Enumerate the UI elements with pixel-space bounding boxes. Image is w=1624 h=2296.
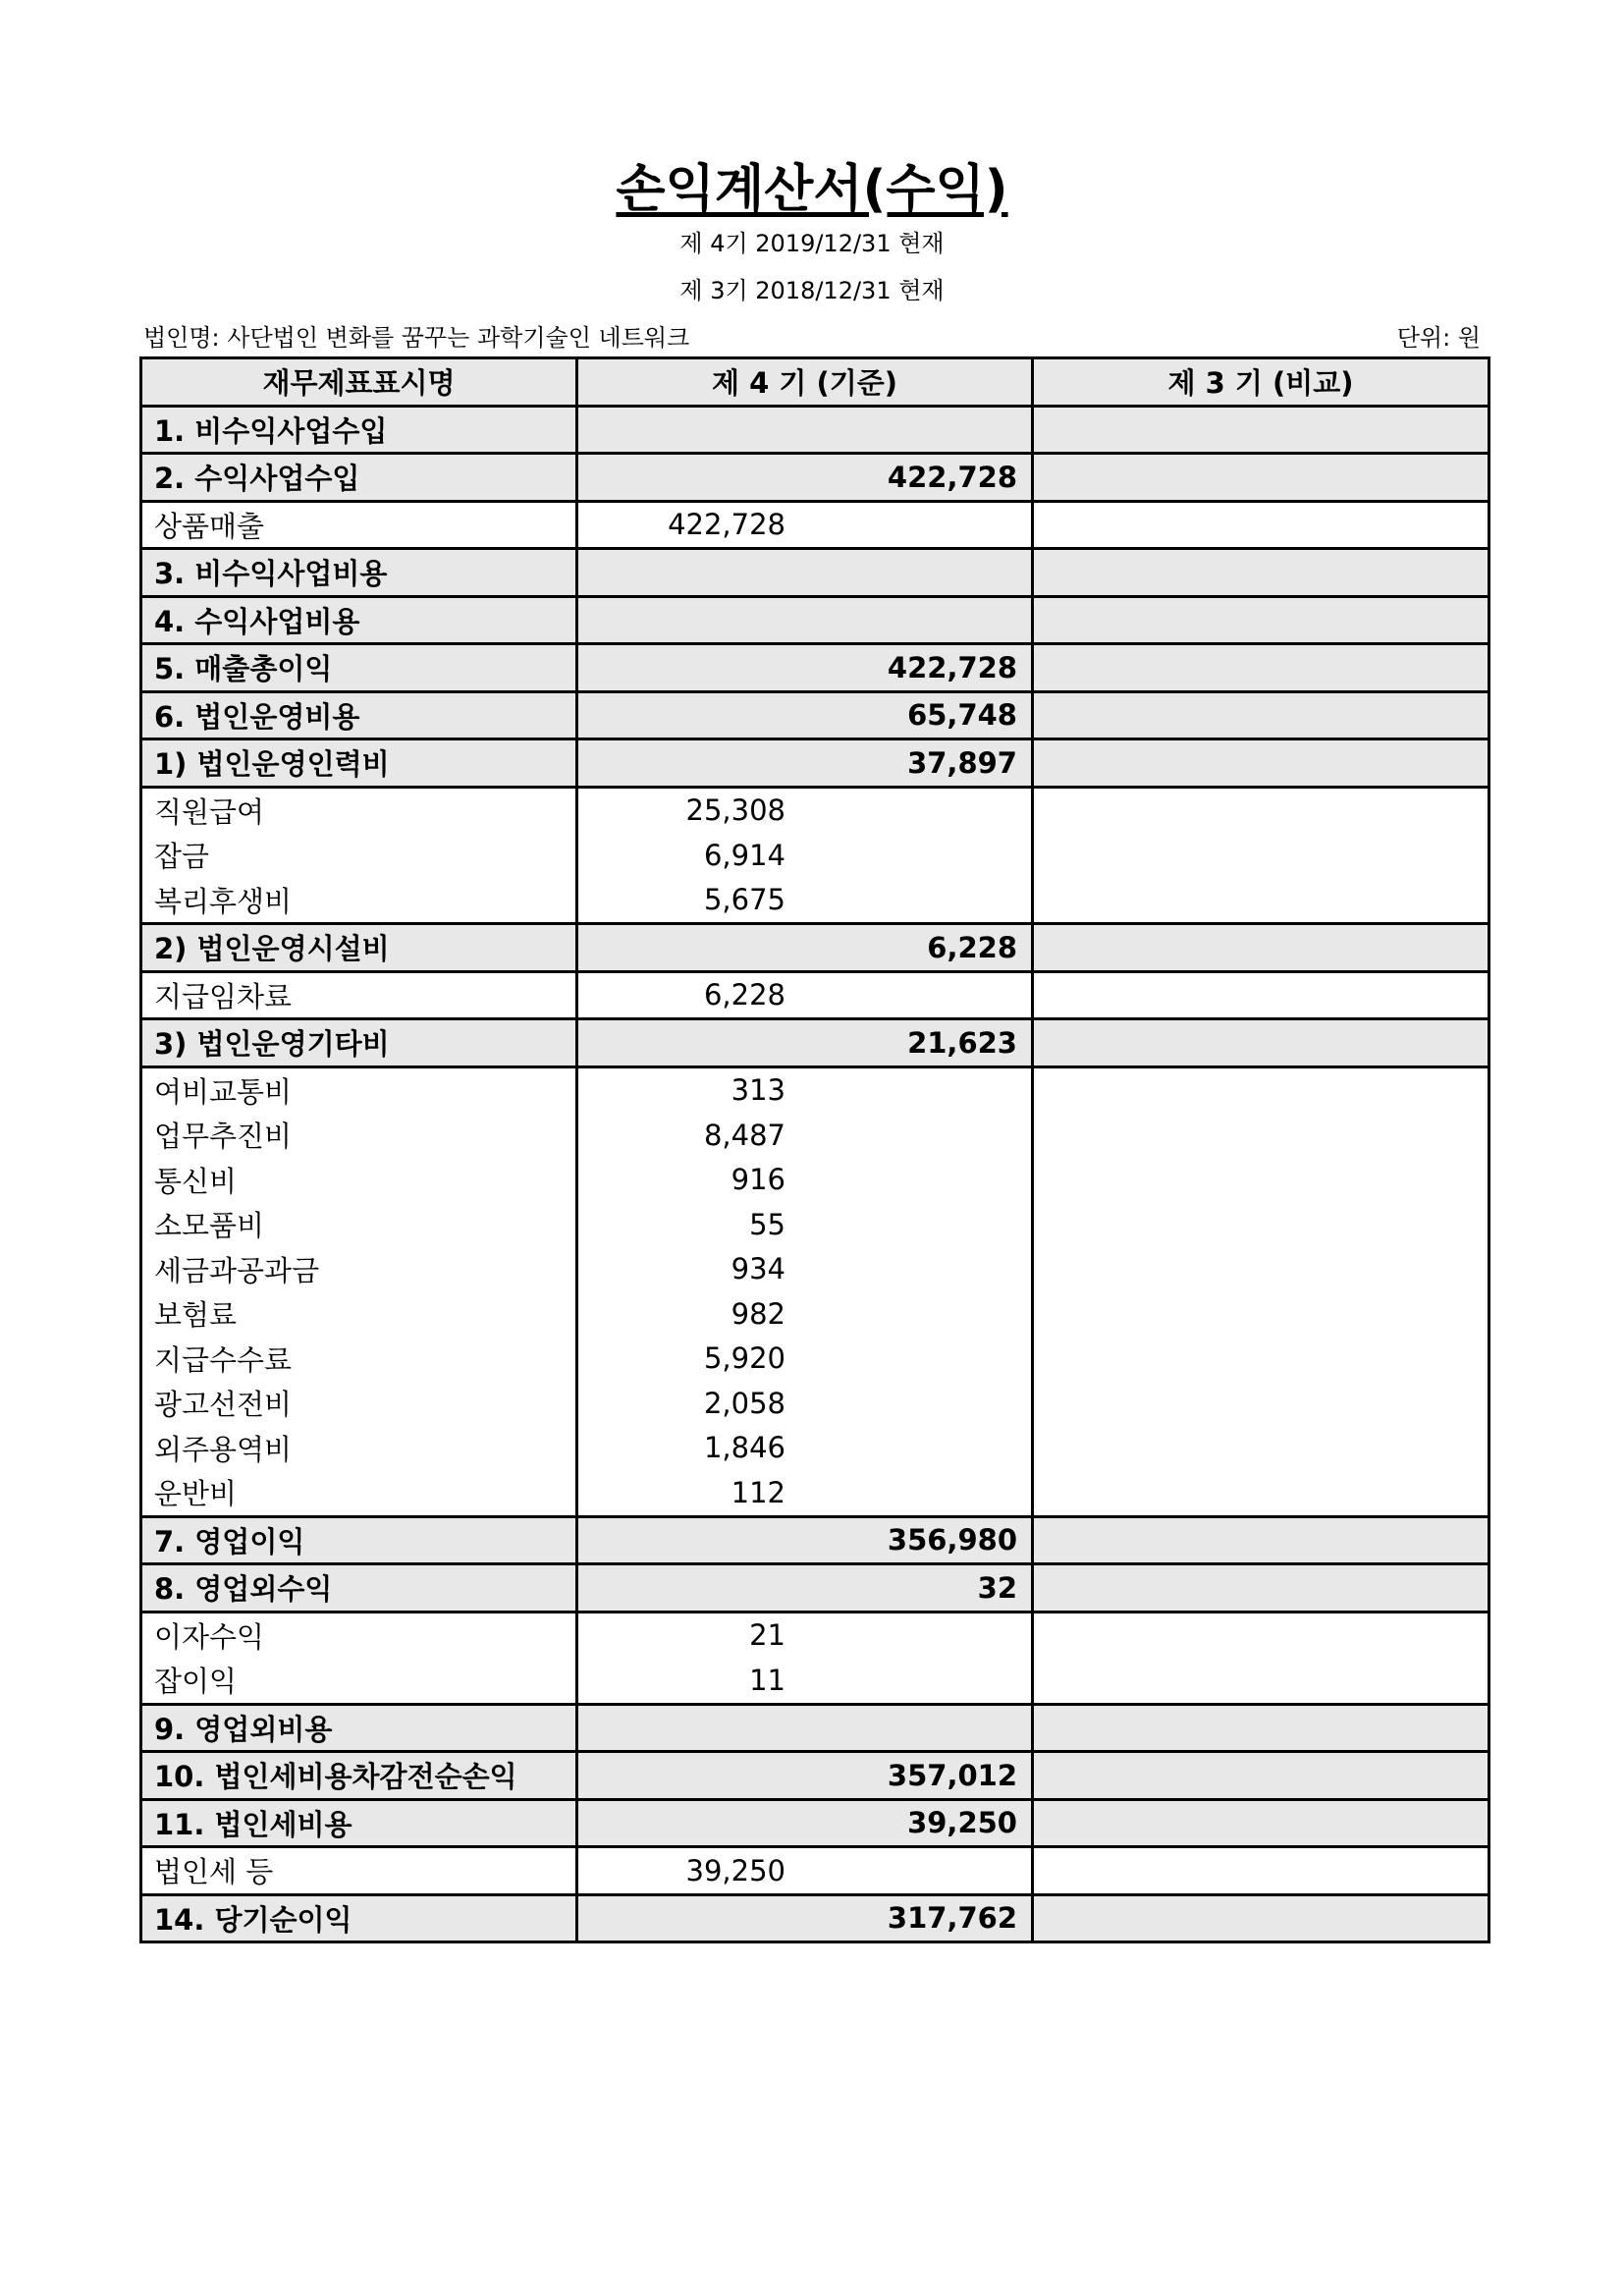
current-value: 6,914 [577, 833, 1033, 878]
table-row [141, 1470, 1489, 1516]
account-label: 상품매출 [141, 501, 577, 549]
current-value: 916 [577, 1158, 1033, 1203]
prior-value [1033, 1202, 1489, 1247]
table-row [141, 739, 1489, 788]
current-value: 21,623 [577, 1019, 1033, 1067]
current-value: 422,728 [577, 644, 1033, 692]
table-row [141, 454, 1489, 502]
table-row [141, 1113, 1489, 1158]
current-value: 982 [577, 1291, 1033, 1337]
prior-period: 제 3기 2018/12/31 현재 [679, 277, 945, 304]
account-label: 세금과공과금 [141, 1247, 577, 1292]
current-value [577, 596, 1033, 644]
account-label: 지급임차료 [141, 971, 577, 1019]
prior-value [1033, 644, 1489, 692]
table-row [141, 1337, 1489, 1382]
current-value: 8,487 [577, 1113, 1033, 1158]
current-value: 357,012 [577, 1752, 1033, 1800]
table-row [141, 878, 1489, 924]
prior-value [1033, 1847, 1489, 1895]
account-label: 2. 수익사업수입 [141, 454, 577, 502]
table-row [141, 596, 1489, 644]
account-label: 1. 비수익사업수입 [141, 406, 577, 454]
prior-value [1033, 1066, 1489, 1113]
current-value: 39,250 [577, 1799, 1033, 1847]
table-row [141, 1381, 1489, 1426]
table-row [141, 787, 1489, 833]
current-value [577, 549, 1033, 597]
current-value: 5,675 [577, 878, 1033, 924]
current-value: 11 [577, 1658, 1033, 1704]
prior-value [1033, 1564, 1489, 1613]
account-label: 10. 법인세비용차감전순손익 [141, 1752, 577, 1800]
current-value: 422,728 [577, 454, 1033, 502]
account-label: 여비교통비 [141, 1066, 577, 1113]
prior-value [1033, 971, 1489, 1019]
current-value: 55 [577, 1202, 1033, 1247]
account-label: 지급수수료 [141, 1337, 577, 1382]
header-account-name: 재무제표표시명 [141, 358, 577, 407]
table-row [141, 971, 1489, 1019]
account-label: 11. 법인세비용 [141, 1799, 577, 1847]
current-value: 37,897 [577, 739, 1033, 788]
current-value: 5,920 [577, 1337, 1033, 1382]
account-label: 5. 매출총이익 [141, 644, 577, 692]
account-label: 8. 영업외수익 [141, 1564, 577, 1613]
account-label: 7. 영업이익 [141, 1516, 577, 1564]
table-row [141, 1291, 1489, 1337]
current-value: 2,058 [577, 1381, 1033, 1426]
prior-value [1033, 454, 1489, 502]
prior-value [1033, 1019, 1489, 1067]
current-value: 21 [577, 1612, 1033, 1658]
prior-value [1033, 787, 1489, 833]
table-row [141, 501, 1489, 549]
table-row [141, 1799, 1489, 1847]
current-value: 65,748 [577, 691, 1033, 739]
prior-value [1033, 1516, 1489, 1564]
account-label: 보험료 [141, 1291, 577, 1337]
account-label: 이자수익 [141, 1612, 577, 1658]
corporation-name: 법인명: 사단법인 변화를 꿈꾸는 과학기술인 네트워크 [143, 324, 690, 352]
account-label: 광고선전비 [141, 1381, 577, 1426]
prior-value [1033, 1612, 1489, 1658]
prior-value [1033, 1752, 1489, 1800]
table-row [141, 1516, 1489, 1564]
table-row [141, 549, 1489, 597]
table-row [141, 1894, 1489, 1942]
prior-value [1033, 549, 1489, 597]
prior-value [1033, 1158, 1489, 1203]
current-value: 6,228 [577, 971, 1033, 1019]
prior-value [1033, 1113, 1489, 1158]
prior-value [1033, 1470, 1489, 1516]
account-label: 3. 비수익사업비용 [141, 549, 577, 597]
account-label: 14. 당기순이익 [141, 1894, 577, 1942]
table-row [141, 644, 1489, 692]
account-label: 직원급여 [141, 787, 577, 833]
current-value: 32 [577, 1564, 1033, 1613]
prior-value [1033, 1658, 1489, 1704]
account-label: 소모품비 [141, 1202, 577, 1247]
current-value: 6,228 [577, 924, 1033, 972]
account-label: 6. 법인운영비용 [141, 691, 577, 739]
header-prior-period: 제 3 기 (비교) [1033, 358, 1489, 407]
prior-value [1033, 1247, 1489, 1292]
table-row [141, 406, 1489, 454]
current-value: 39,250 [577, 1847, 1033, 1895]
table-row [141, 1066, 1489, 1113]
document-title: 손익계산서(수익) [616, 160, 1008, 219]
current-value [577, 406, 1033, 454]
table-row [141, 1658, 1489, 1704]
table-row [141, 1704, 1489, 1752]
table-row [141, 1202, 1489, 1247]
prior-value [1033, 1704, 1489, 1752]
table-row [141, 1019, 1489, 1067]
prior-value [1033, 739, 1489, 788]
prior-value [1033, 1426, 1489, 1471]
prior-value [1033, 878, 1489, 924]
table-row [141, 924, 1489, 972]
prior-value [1033, 833, 1489, 878]
prior-value [1033, 1291, 1489, 1337]
current-value: 313 [577, 1066, 1033, 1113]
current-value: 356,980 [577, 1516, 1033, 1564]
prior-value [1033, 596, 1489, 644]
current-value: 112 [577, 1470, 1033, 1516]
current-value: 317,762 [577, 1894, 1033, 1942]
account-label: 잡이익 [141, 1658, 577, 1704]
account-label: 통신비 [141, 1158, 577, 1203]
account-label: 법인세 등 [141, 1847, 577, 1895]
prior-value [1033, 501, 1489, 549]
table-row [141, 691, 1489, 739]
account-label: 외주용역비 [141, 1426, 577, 1471]
account-label: 2) 법인운영시설비 [141, 924, 577, 972]
table-row [141, 1752, 1489, 1800]
account-label: 운반비 [141, 1470, 577, 1516]
current-value: 934 [577, 1247, 1033, 1292]
table-row [141, 1612, 1489, 1658]
unit-label: 단위: 원 [1396, 324, 1481, 352]
current-period: 제 4기 2019/12/31 현재 [679, 230, 945, 257]
table-row [141, 1158, 1489, 1203]
table-row [141, 1426, 1489, 1471]
account-label: 복리후생비 [141, 878, 577, 924]
current-value [577, 1704, 1033, 1752]
current-value: 422,728 [577, 501, 1033, 549]
current-value: 1,846 [577, 1426, 1033, 1471]
account-label: 3) 법인운영기타비 [141, 1019, 577, 1067]
account-label: 4. 수익사업비용 [141, 596, 577, 644]
prior-value [1033, 691, 1489, 739]
table-row [141, 833, 1489, 878]
prior-value [1033, 406, 1489, 454]
prior-value [1033, 1799, 1489, 1847]
account-label: 9. 영업외비용 [141, 1704, 577, 1752]
income-statement-table [139, 356, 1490, 1943]
table-header-row [141, 358, 1489, 407]
header-current-period: 제 4 기 (기준) [577, 358, 1033, 407]
table-row [141, 1247, 1489, 1292]
table-row [141, 1847, 1489, 1895]
prior-value [1033, 1337, 1489, 1382]
current-value: 25,308 [577, 787, 1033, 833]
table-row [141, 1564, 1489, 1613]
account-label: 1) 법인운영인력비 [141, 739, 577, 788]
prior-value [1033, 1381, 1489, 1426]
prior-value [1033, 1894, 1489, 1942]
prior-value [1033, 924, 1489, 972]
account-label: 업무추진비 [141, 1113, 577, 1158]
account-label: 잡금 [141, 833, 577, 878]
